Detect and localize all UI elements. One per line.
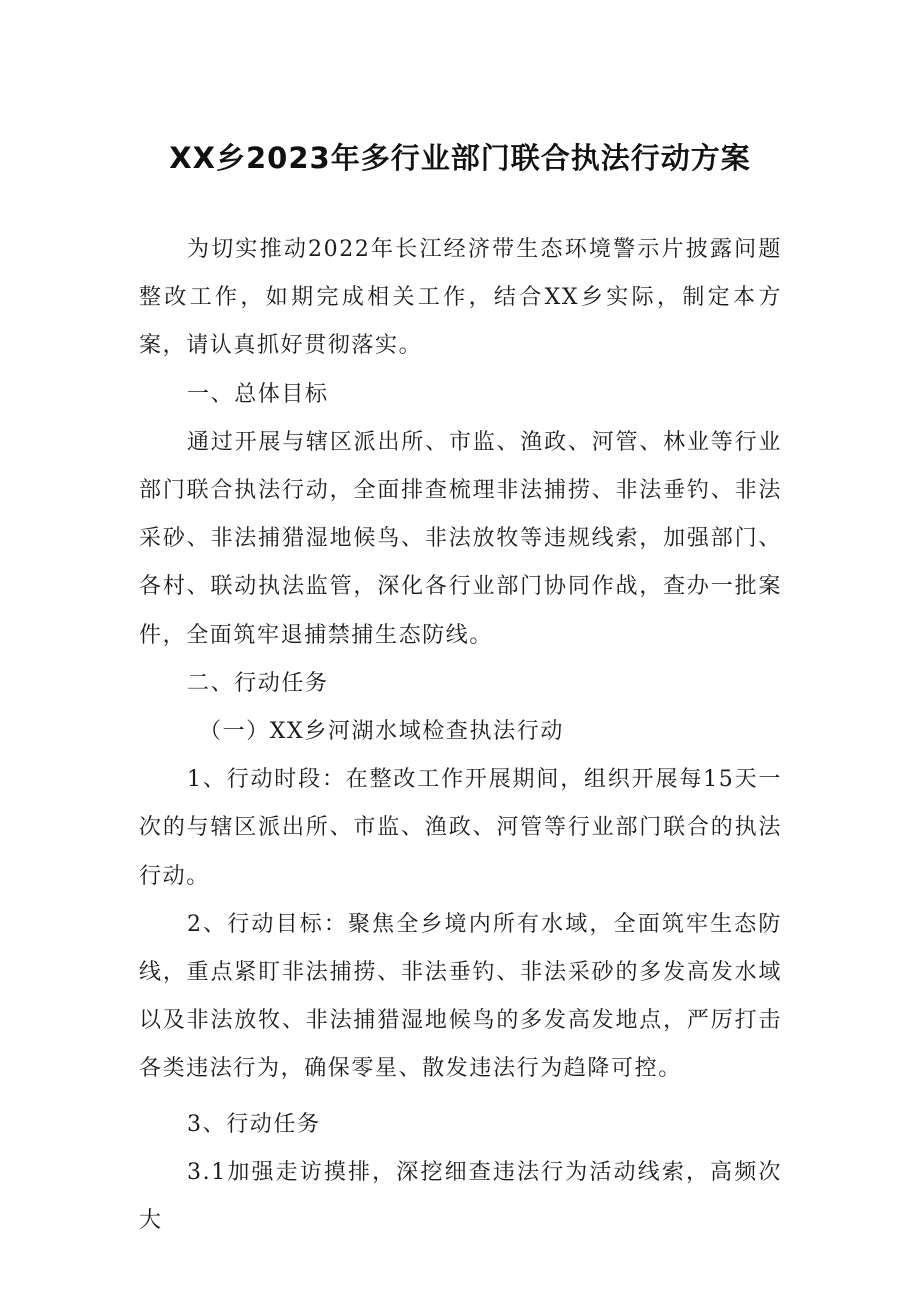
action-goal-paragraph: 2、行动目标：聚焦全乡境内所有水域，全面筑牢生态防线，重点紧盯非法捕捞、非法垂钓、非法采砂的多发高发水域以及非法放牧、非法捕猎湿地候鸟的多发高发地点，严厉打击各类违法行为，确保零星、散发违法行为趋降可控。 <box>139 911 782 1082</box>
overall-goal-paragraph: 通过开展与辖区派出所、市监、渔政、河管、林业等行业部门联合执法行动，全面排查梳理非法捕捞、非法垂钓、非法采砂、非法捕猎湿地候鸟、非法放牧等违规线索，加强部门、各村、联动执法监管，深化各行业部门协同作战，查办一批案件，全面筑牢退捕禁捕生态防线。 <box>139 429 782 648</box>
intro-paragraph: 为切实推动2022年长江经济带生态环境警示片披露问题整改工作，如期完成相关工作，结合XX乡实际，制定本方案，请认真抓好贯彻落实。 <box>139 237 782 359</box>
action-tasks-heading: 3、行动任务 <box>187 1111 321 1137</box>
section-heading-action-tasks: 二、行动任务 <box>187 670 329 696</box>
task-3-1-paragraph: 3.1加强走访摸排，深挖细查违法行为活动线索，高频次大 <box>139 1159 782 1234</box>
action-period-paragraph: 1、行动时段：在整改工作开展期间，组织开展每15天一次的与辖区派出所、市监、渔政、河管等行业部门联合的执法行动。 <box>139 767 782 889</box>
subsection-heading-water-inspection: （一）XX乡河湖水域检查执法行动 <box>199 719 564 745</box>
document-title: XX乡2023年多行业部门联合执法行动方案 <box>169 141 751 175</box>
document-body <box>139 226 782 1245</box>
section-heading-overall-goal: 一、总体目标 <box>187 381 329 407</box>
